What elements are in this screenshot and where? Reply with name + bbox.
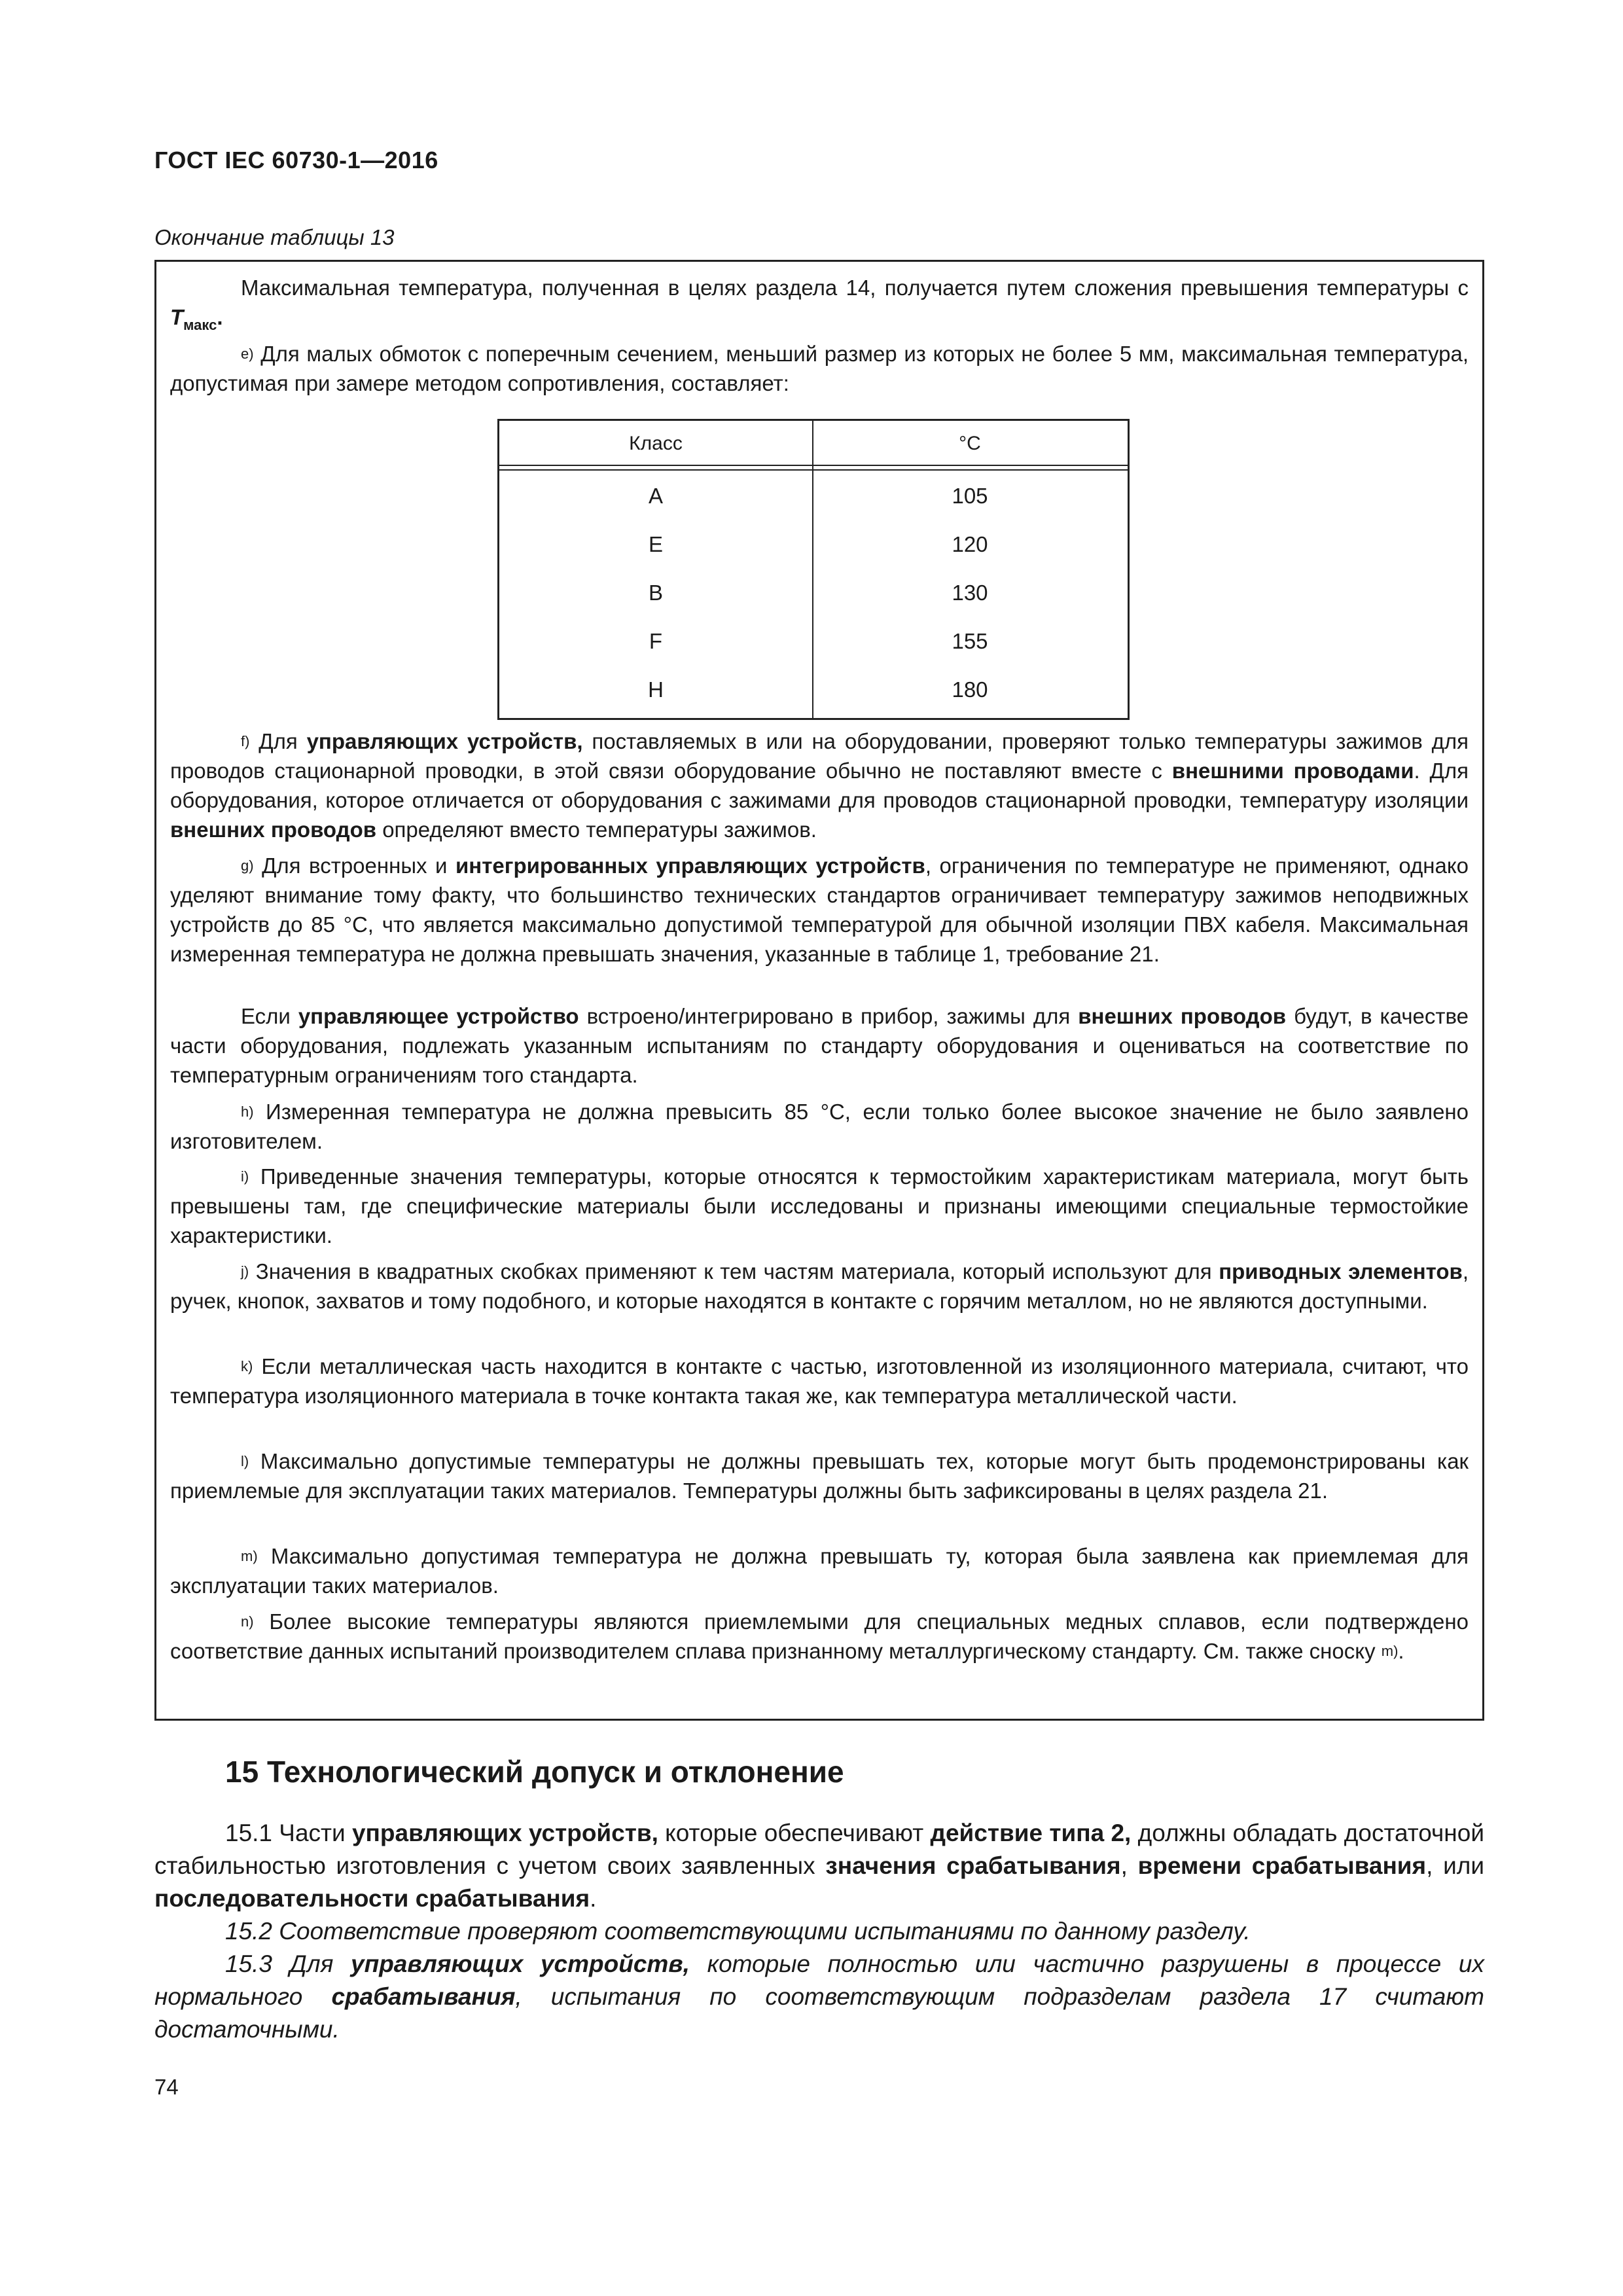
table-cell-temp: 105 <box>952 484 988 508</box>
table-cell-class: E <box>648 532 663 556</box>
section-heading: 15 Технологический допуск и отклонение <box>225 1755 844 1789</box>
table-cell-class: B <box>648 581 663 605</box>
note-intro: Максимальная температура, полученная в целях раздела 14, получается путем сложения превышения температуры с $T_{макс}$. <box>170 276 1469 333</box>
table-cell-temp: 155 <box>952 629 988 653</box>
table-caption: Окончание таблицы 13 <box>154 225 395 249</box>
clause-15-3: 15.3 Для управляющих устройств, которые полностью или частично разрушены в процессе их нормального срабатывания, испытания по соответствующим подразделам раздела 17 считают достаточными. <box>154 1950 1484 2043</box>
note-e: $^{e)}$ Для малых обмоток с поперечным сечением, меньший размер из которых не более 5 мм, максимальная температура, допустимая при замере методом сопротивления, составляет: <box>170 342 1469 395</box>
note-i: $^{i)}$ Приведенные значения температуры, которые относятся к термостойким характеристикам материала, могут быть превышены там, где специфические материалы были исследованы и признаны имеющими специальные термостойкие характеристики. <box>170 1164 1469 1247</box>
table-cell-class: H <box>648 677 664 702</box>
table-header-class: Класс <box>629 433 683 454</box>
clause-15-2: 15.2 Соответствие проверяют соответствующими испытаниями по данному разделу. <box>225 1918 1251 1945</box>
note-m: $^{m)}$ Максимально допустимая температура не должна превышать ту, которая была заявлена как приемлемая для эксплуатации таких материалов. <box>170 1544 1469 1598</box>
note-n: $^{n)}$ Более высокие температуры являются приемлемыми для специальных медных сплавов, если подтверждено соответствие данных испытаний производителем сплава признанному металлургическому стандарту. См. также сноску $^{m)}$. <box>170 1609 1469 1663</box>
note-g-continued: Если управляющее устройство встроено/интегрировано в прибор, зажимы для внешних проводов будут, в качестве части оборудования, подлежать указанным испытаниям по стандарту оборудования и оцениваться на соответствие по температурным ограничениям того стандарта. <box>170 1004 1469 1087</box>
clause-15-1: 15.1 Части управляющих устройств, которые обеспечивают действие типа 2, должны обладать достаточной стабильностью изготовления с учетом своих заявленных значения срабатывания, времени срабатывания, или последовательности срабатывания. <box>154 1820 1485 1912</box>
table-header-temp: °С <box>959 433 981 454</box>
note-l: $^{l)}$ Максимально допустимые температуры не должны превышать тех, которые могут быть продемонстрированы как приемлемые для эксплуатации таких материалов. Температуры должны быть зафиксированы в целях раздела 21. <box>170 1449 1469 1503</box>
table-cell-temp: 130 <box>952 581 988 605</box>
note-h: $^{h)}$ Измеренная температура не должна превысить 85 °С, если только более высокое значение не было заявлено изготовителем. <box>170 1100 1469 1153</box>
table-cell-temp: 180 <box>952 677 988 702</box>
class-temperature-table <box>497 419 1130 720</box>
note-k: $^{k)}$ Если металлическая часть находится в контакте с частью, изготовленной из изоляционного материала, считают, что температура изоляционного материала в точке контакта такая же, как температура металлической части. <box>170 1354 1469 1408</box>
note-f: $^{f)}$ Для управляющих устройств, поставляемых в или на оборудовании, проверяют только температуры зажимов для проводов стационарной проводки, в этой связи оборудование обычно не поставляют вместе с внешними проводами. Для оборудования, которое отличается от оборудования с зажимами для проводов стационарной проводки, температуру изоляции внешних проводов определяют вместо температуры зажимов. <box>170 729 1469 842</box>
note-j: $^{j)}$ Значения в квадратных скобках применяют к тем частям материала, который используют для приводных элементов, ручек, кнопок, захватов и тому подобного, и которые находятся в контакте с горячим металлом, но не являются доступными. <box>170 1259 1469 1313</box>
standard-designation: ГОСТ IEC 60730-1—2016 <box>154 147 438 173</box>
table-cell-temp: 120 <box>952 532 988 556</box>
note-g: $^{g)}$ Для встроенных и интегрированных управляющих устройств, ограничения по температуре не применяют, однако уделяют внимание тому факту, что большинство технических стандартов ограничивает температуру зажимов неподвижных устройств до 85 °С, что является максимально допустимой температурой для обычной изоляции ПВХ кабеля. Максимальная измеренная температура не должна превышать значения, указанные в таблице 1, требование 21. <box>170 853 1469 966</box>
page-number: 74 <box>154 2075 179 2099</box>
table-cell-class: F <box>649 629 663 653</box>
table-cell-class: A <box>648 484 663 508</box>
